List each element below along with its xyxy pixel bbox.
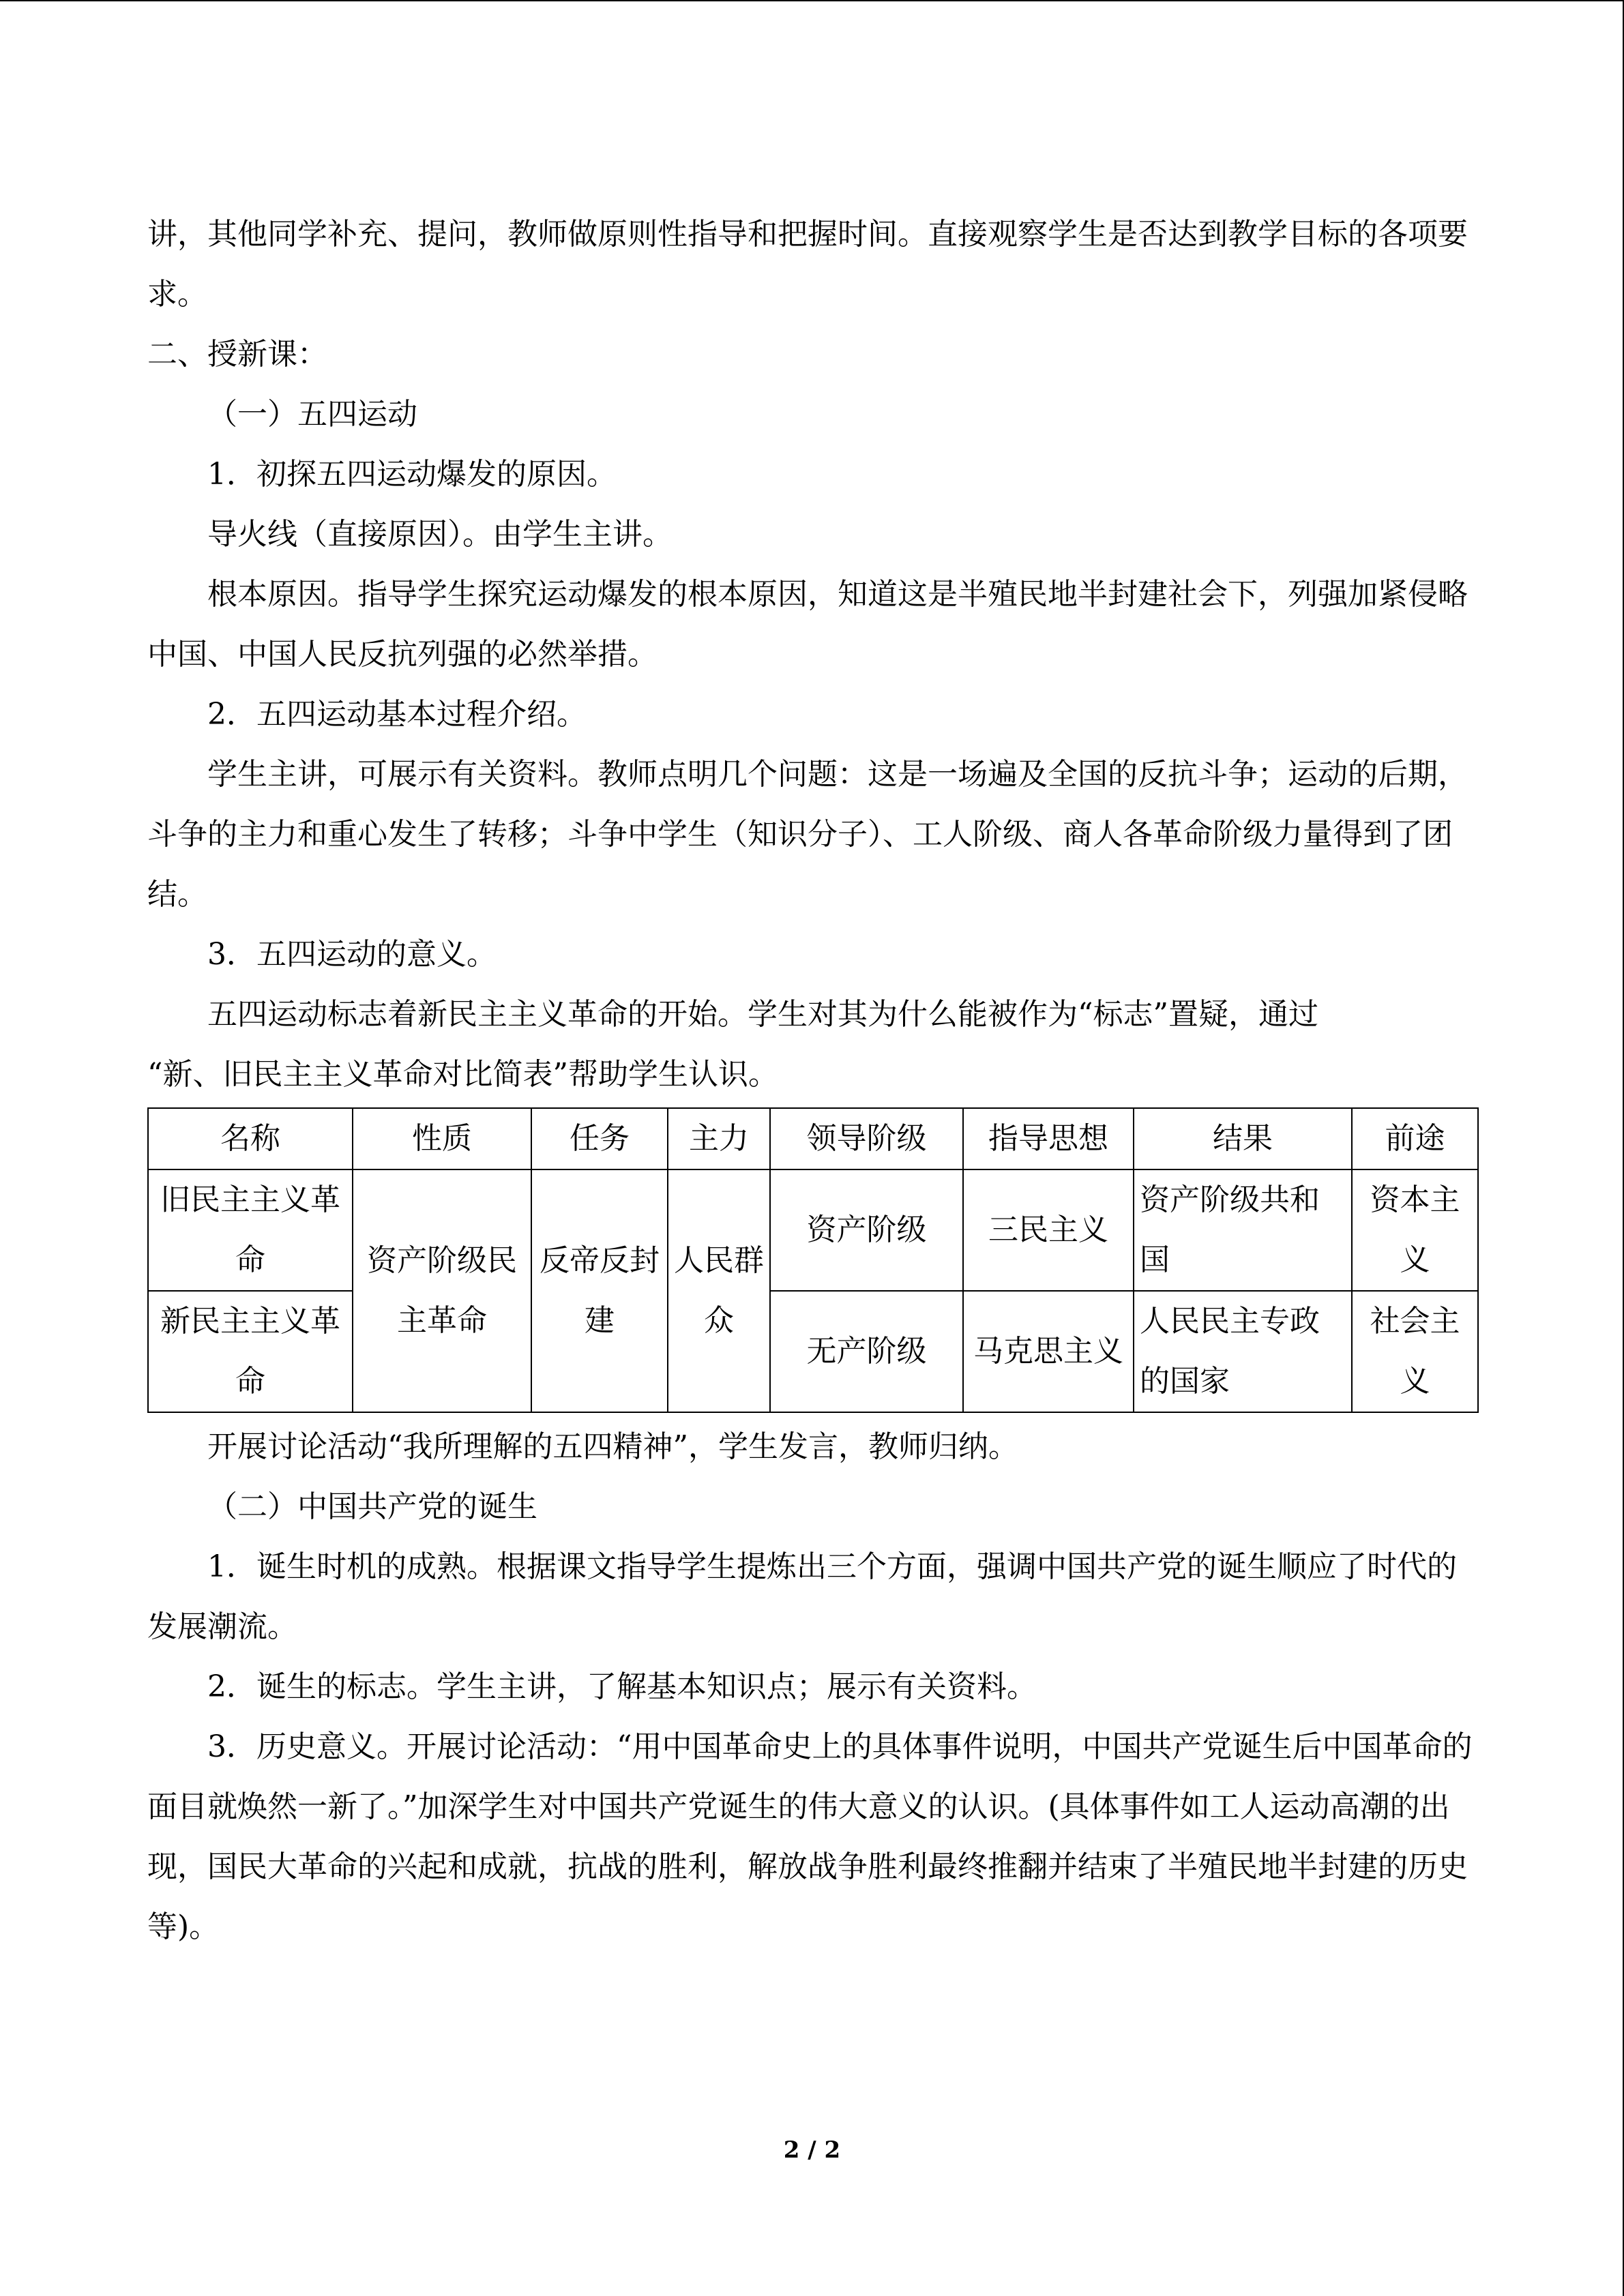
paragraph-sign: 2．诞生的标志。学生主讲，了解基本知识点；展示有关资料。 bbox=[207, 1669, 1037, 1704]
paragraph-direct-cause: 导火线（直接原因）。由学生主讲。 bbox=[207, 517, 673, 552]
header-ideology: 指导思想 bbox=[963, 1108, 1134, 1169]
cell-new-name: 新民主主义革命 bbox=[148, 1291, 353, 1412]
cell-new-result: 人民民主专政的国家 bbox=[1134, 1291, 1352, 1412]
subsection-heading-cpc-founding: （二）中国共产党的诞生 bbox=[207, 1489, 537, 1524]
header-leader: 领导阶级 bbox=[770, 1108, 963, 1169]
cell-old-result: 资产阶级共和国 bbox=[1134, 1169, 1352, 1291]
header-future: 前途 bbox=[1352, 1108, 1478, 1169]
paragraph-process: 学生主讲，可展示有关资料。教师点明几个问题：这是一场遍及全国的反抗斗争；运动的后期，斗争的主力和重心发生了转移；斗争中学生（知识分子）、工人阶级、商人各革命阶级力量得到了团结。 bbox=[147, 757, 1468, 912]
cell-old-name: 旧民主主义革命 bbox=[148, 1169, 353, 1291]
paragraph-discussion: 开展讨论活动“我所理解的五四精神”，学生发言，教师归纳。 bbox=[207, 1429, 1018, 1464]
cell-task: 反帝反封建 bbox=[531, 1169, 668, 1412]
revolution-comparison-table bbox=[147, 1107, 1479, 1413]
table-row-new bbox=[148, 1291, 1478, 1412]
subsection-heading-may-fourth: （一）五四运动 bbox=[207, 397, 417, 432]
cell-old-leader: 资产阶级 bbox=[770, 1169, 963, 1291]
cell-old-future: 资本主义 bbox=[1352, 1169, 1478, 1291]
paragraph-continuation: 讲，其他同学补充、提问，教师做原则性指导和把握时间。直接观察学生是否达到教学目标的各项要求。 bbox=[147, 217, 1468, 312]
page-top-border bbox=[0, 0, 1624, 1]
paragraph-table-intro: “新、旧民主主义革命对比简表”帮助学生认识。 bbox=[147, 1057, 778, 1092]
header-nature: 性质 bbox=[353, 1108, 531, 1169]
cell-new-ideology: 马克思主义 bbox=[963, 1291, 1134, 1412]
item-causes: 1．初探五四运动爆发的原因。 bbox=[207, 457, 617, 492]
paragraph-significance: 五四运动标志着新民主主义革命的开始。学生对其为什么能被作为“标志”置疑，通过 bbox=[207, 997, 1318, 1032]
table-header-row bbox=[148, 1108, 1478, 1169]
paragraph-root-cause: 根本原因。指导学生探究运动爆发的根本原因，知道这是半殖民地半封建社会下，列强加紧侵略中国、中国人民反抗列强的必然举措。 bbox=[147, 577, 1468, 672]
paragraph-timing: 1．诞生时机的成熟。根据课文指导学生提炼出三个方面，强调中国共产党的诞生顺应了时代的发展潮流。 bbox=[147, 1549, 1457, 1644]
header-force: 主力 bbox=[668, 1108, 770, 1169]
table-row-old bbox=[148, 1169, 1478, 1291]
item-significance: 3．五四运动的意义。 bbox=[207, 937, 497, 972]
cell-new-future: 社会主义 bbox=[1352, 1291, 1478, 1412]
section-heading-new-lesson: 二、授新课： bbox=[147, 337, 327, 372]
header-task: 任务 bbox=[531, 1108, 668, 1169]
cell-nature: 资产阶级民主革命 bbox=[353, 1169, 531, 1412]
document-body bbox=[147, 205, 1477, 1957]
cell-new-leader: 无产阶级 bbox=[770, 1291, 963, 1412]
paragraph-historical-significance: 3．历史意义。开展讨论活动：“用中国革命史上的具体事件说明，中国共产党诞生后中国革命的面目就焕然一新了。”加深学生对中国共产党诞生的伟大意义的认识。(具体事件如工人运动高潮的出现，国民大革命的兴起和成就，抗战的胜利，解放战争胜利最终推翻并结束了半殖民地半封建的历史等)。 bbox=[147, 1729, 1473, 1944]
header-result: 结果 bbox=[1134, 1108, 1352, 1169]
cell-force: 人民群众 bbox=[668, 1169, 770, 1412]
cell-old-ideology: 三民主义 bbox=[963, 1169, 1134, 1291]
header-name: 名称 bbox=[148, 1108, 353, 1169]
page-number: 2 / 2 bbox=[783, 2136, 841, 2164]
item-process: 2．五四运动基本过程介绍。 bbox=[207, 697, 587, 732]
